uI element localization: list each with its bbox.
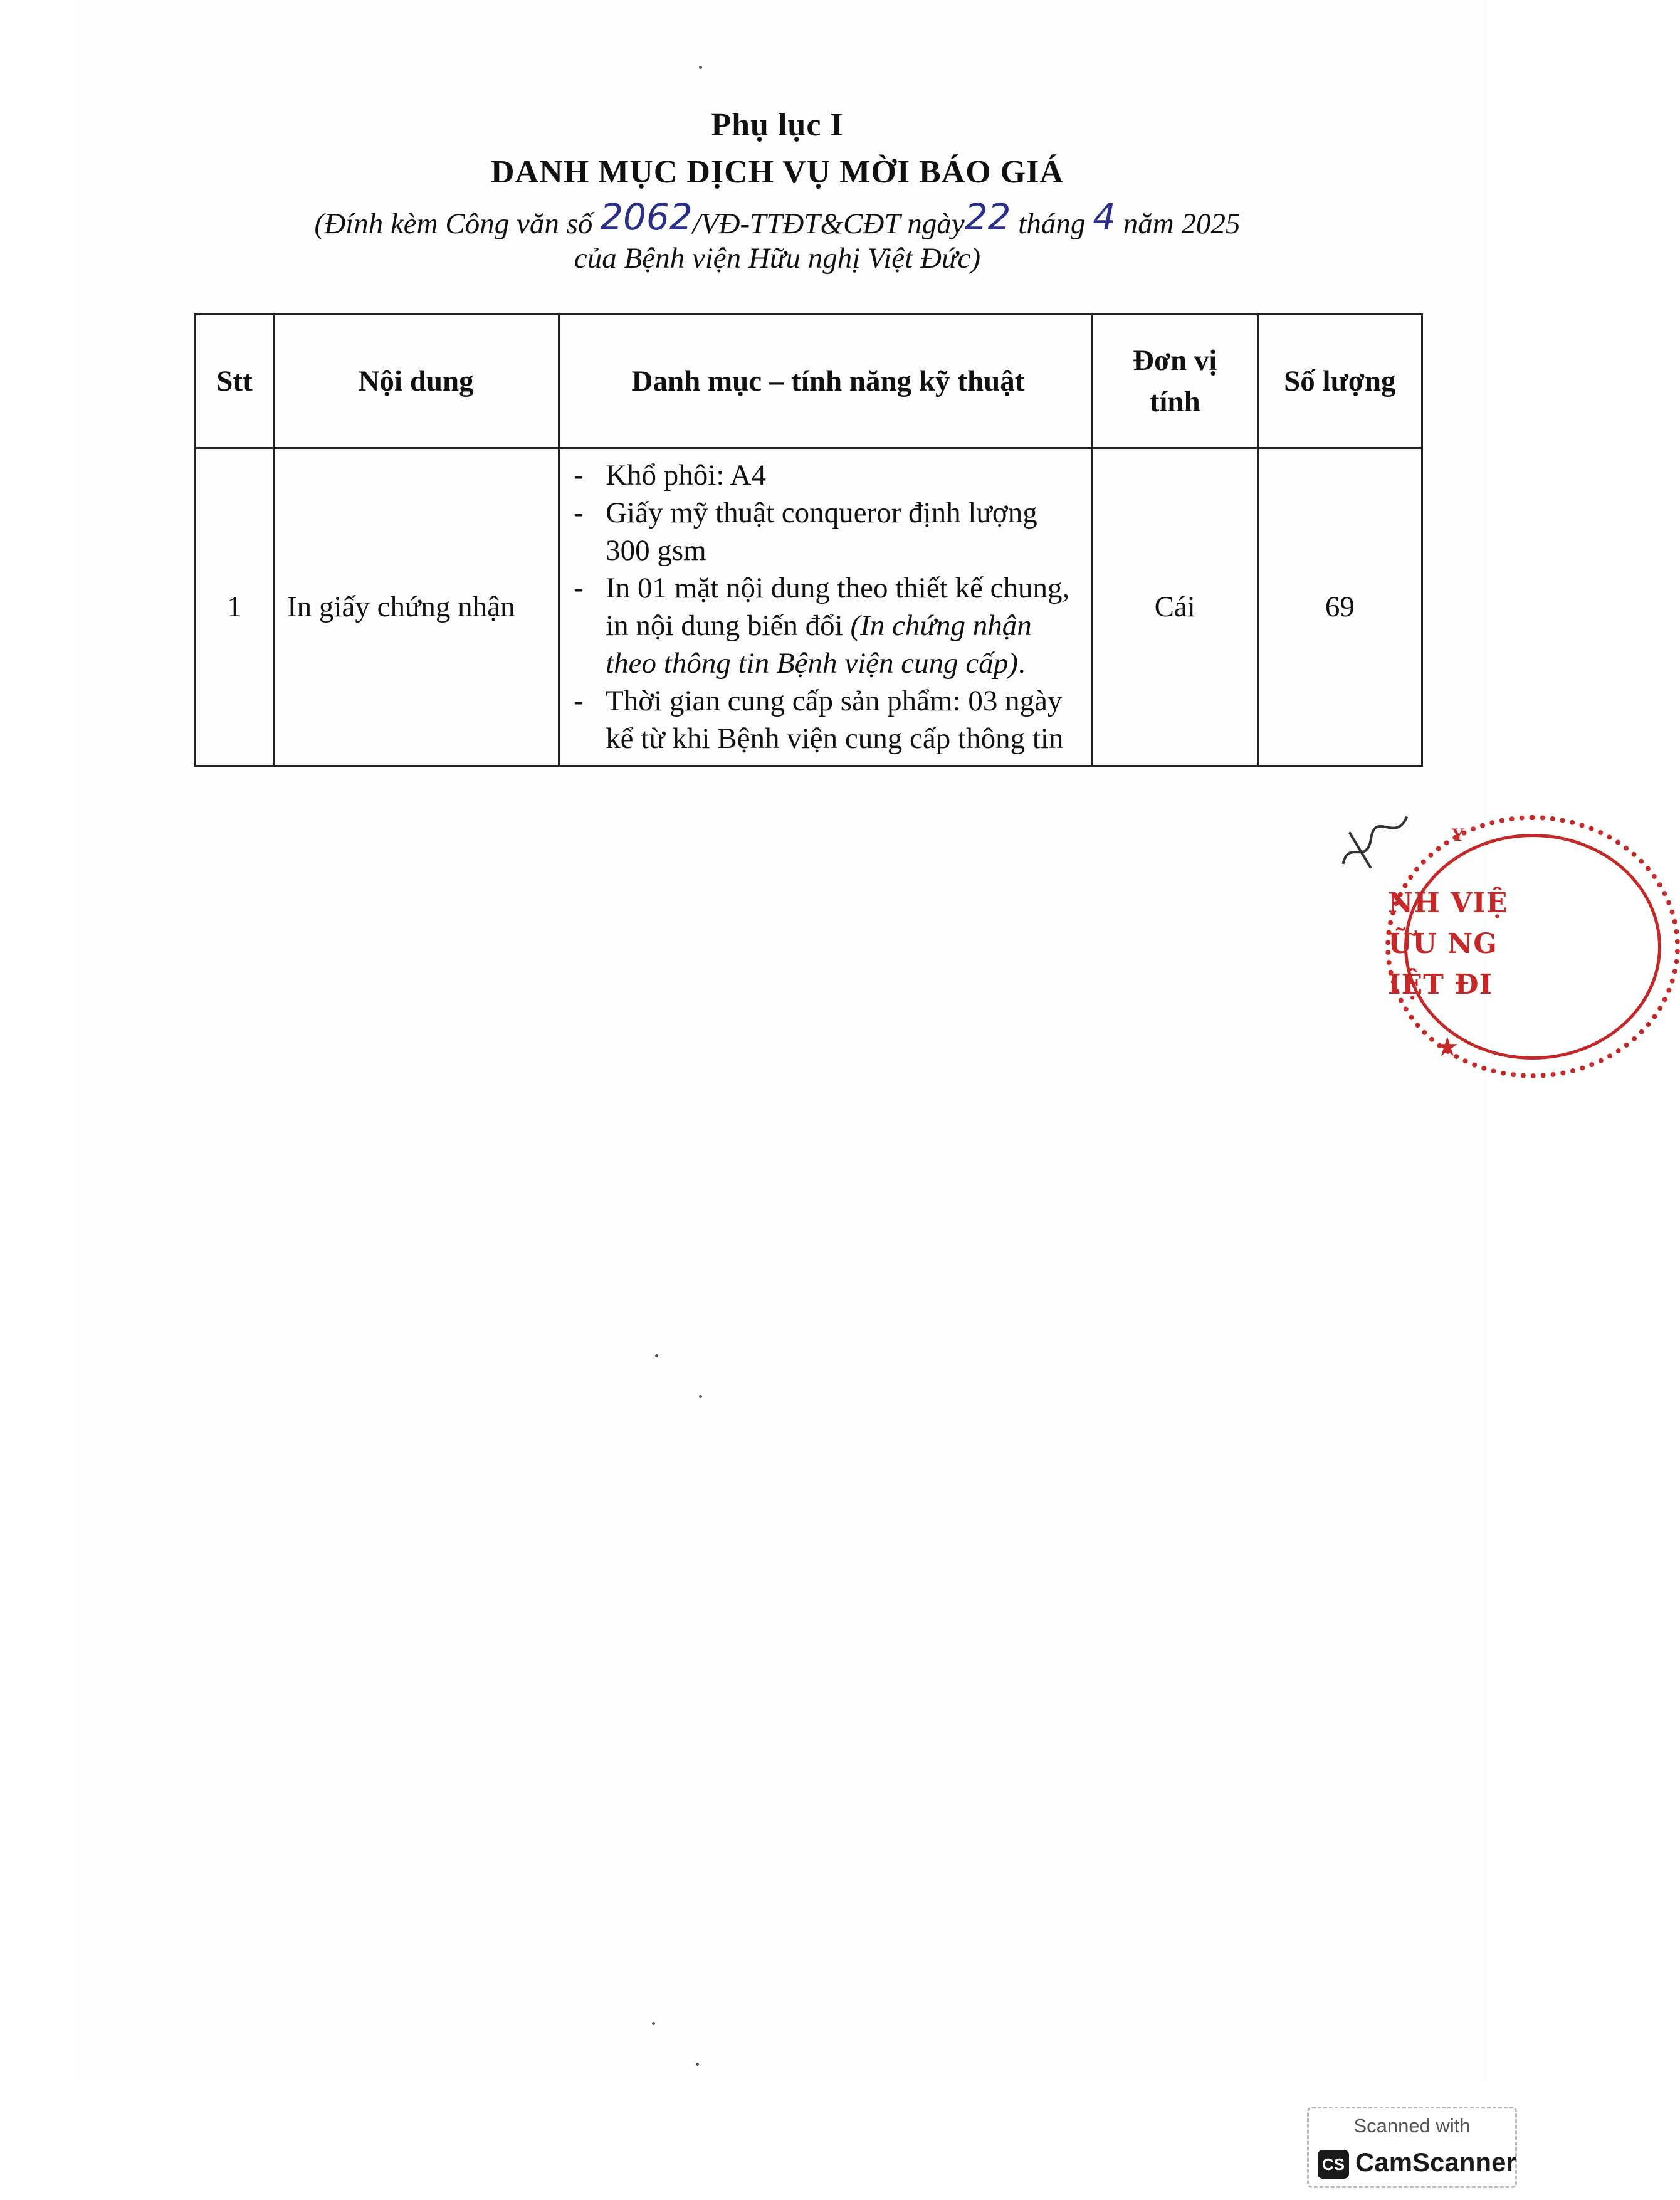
seal-text-line: IỆT ĐI [1388,969,1493,1001]
header-quantity: Số lượng [1257,315,1422,448]
spec-item [571,569,1085,682]
header-content: Nội dung [274,315,559,448]
cell-content: In giấy chứng nhận [274,448,559,766]
handwritten-doc-number: 2062 [600,196,693,238]
year-label: năm 2025 [1116,208,1241,240]
attach-prefix: (Đính kèm Công văn số [314,208,601,240]
scan-speck [699,1395,702,1398]
header-unit-line1: Đơn vị [1133,344,1217,377]
scanned-page [75,0,1486,2082]
spec-end: . [1017,647,1026,680]
attach-doc-suffix: /VĐ-TTĐT&CĐT ngày [692,208,965,240]
service-table [194,313,1423,767]
header-unit-line2: tính [1149,386,1200,418]
spec-list [571,456,1085,757]
document-title: DANH MỤC DỊCH VỤ MỜI BÁO GIÁ [491,154,1064,190]
handwritten-day: 22 [964,196,1011,238]
camscanner-logo-icon: CS [1318,2150,1349,2179]
spec-italic-note: (In chứng nhận theo thông tin Bệnh viện cung cấp) [606,609,1032,680]
seal-text-line: ỮU NG [1388,928,1498,960]
issuer-line: của Bệnh viện Hữu nghị Việt Đức) [574,242,981,275]
watermark-caption: Scanned with [1353,2115,1471,2137]
appendix-heading: Phụ lục I [711,107,844,143]
seal-star-icon: ★ [1436,1033,1459,1062]
attachment-reference [0,196,1555,242]
table-header-row [196,315,1422,448]
spec-item: - Giấy mỹ thuật conqueror định lượng 300 gsm [571,494,1085,569]
red-seal [1379,815,1508,1078]
month-label: tháng [1011,208,1093,240]
handwritten-month: 4 [1093,196,1116,238]
scan-speck [655,1354,658,1357]
seal-text-line: NH VIỆ [1388,887,1508,919]
header-specs: Danh mục – tính năng kỹ thuật [559,315,1093,448]
scan-speck [652,2022,655,2025]
header-stt: Stt [196,315,274,448]
seal-mark: Y [1451,824,1465,845]
spec-item: - Khổ phôi: A4 [571,456,1085,494]
cell-quantity: 69 [1257,448,1422,766]
scan-speck [696,2063,699,2066]
cell-unit: Cái [1092,448,1257,766]
header-unit [1092,315,1257,448]
scan-speck [699,66,702,69]
camscanner-watermark [1307,2107,1517,2188]
cell-stt: 1 [196,448,274,766]
spec-item: - Thời gian cung cấp sản phẩm: 03 ngày kể từ khi Bệnh viện cung cấp thông tin [571,682,1085,757]
watermark-brand: CamScanner [1355,2147,1516,2177]
spec-text: In 01 mặt nội dung theo thiết kế chung, in nội dung biến đổi [606,572,1070,642]
cell-specs [559,448,1093,766]
table-row [196,448,1422,766]
